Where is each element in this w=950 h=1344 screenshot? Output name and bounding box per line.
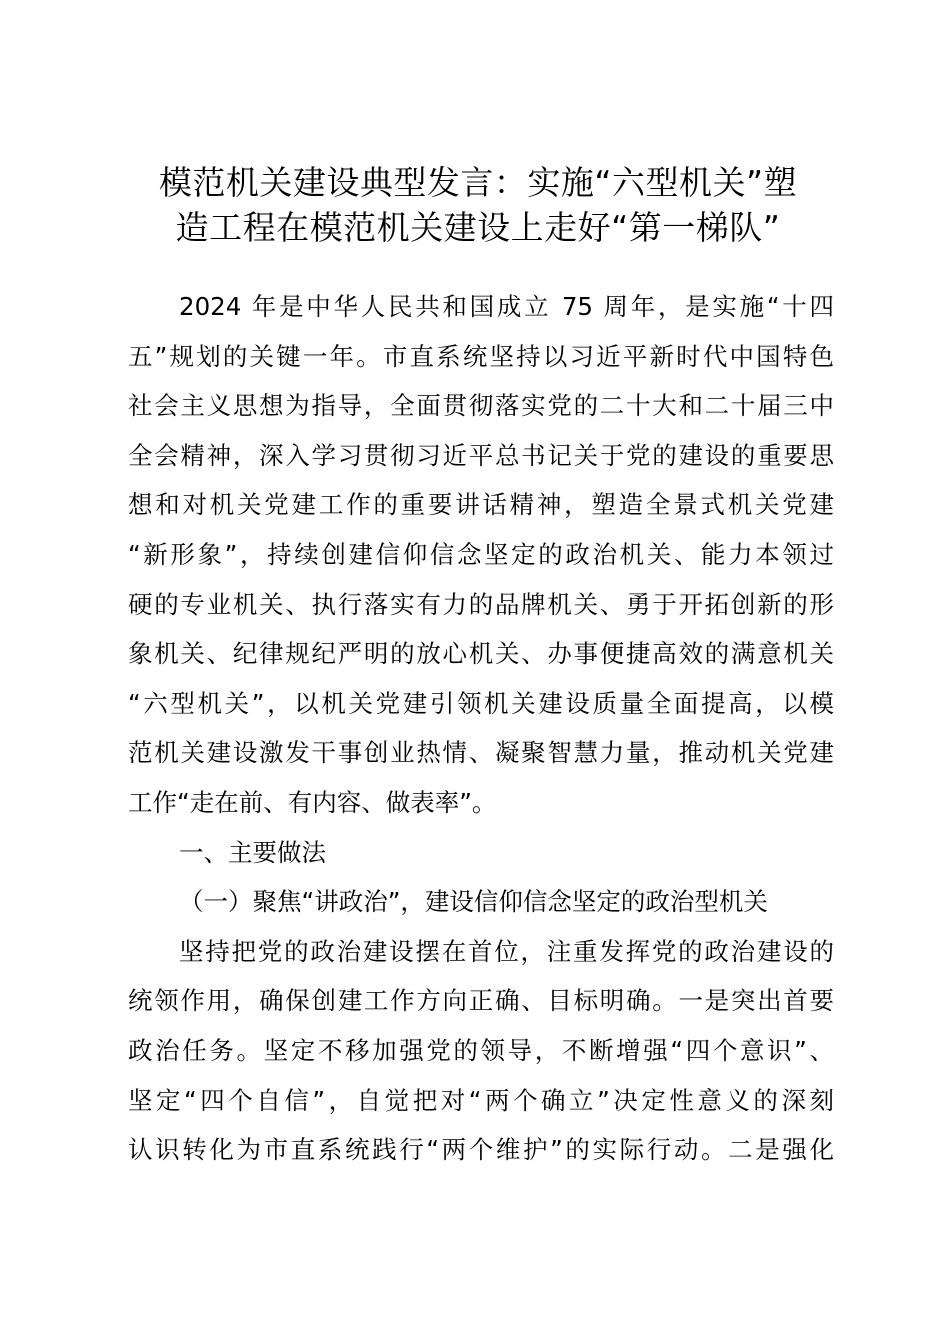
body-line-3: 社会主义思想为指导，全面贯彻落实党的二十大和二十届三中 xyxy=(128,391,834,421)
document-body xyxy=(128,282,834,1175)
body-line-16: 政治任务。坚定不移加强党的领导，不断增强“四个意识”、 xyxy=(128,1035,834,1065)
body-line-15: 统领作用，确保创建工作方向正确、目标明确。一是突出首要 xyxy=(128,986,834,1016)
body-line-9: “六型机关”，以机关党建引领机关建设质量全面提高，以模 xyxy=(128,688,834,718)
body-line-14: 坚持把党的政治建设摆在首位，注重发挥党的政治建设的 xyxy=(179,936,834,966)
section-heading-1: 一、主要做法 xyxy=(179,837,326,867)
body-line-11: 工作“走在前、有内容、做表率”。 xyxy=(128,787,497,817)
body-line-17: 坚定“四个自信”，自觉把对“两个确立”决定性意义的深刻 xyxy=(128,1085,834,1115)
body-line-8: 象机关、纪律规纪严明的放心机关、办事便捷高效的满意机关 xyxy=(128,639,834,669)
document-title xyxy=(120,160,836,250)
subsection-heading-1: （一）聚焦“讲政治”，建设信仰信念坚定的政治型机关 xyxy=(179,887,768,917)
body-line-1: 2024 年是中华人民共和国成立 75 周年，是实施“十四 xyxy=(179,292,834,321)
title-line-1: 模范机关建设典型发言：实施“六型机关”塑 xyxy=(158,163,798,202)
body-line-2: 五”规划的关键一年。市直系统坚持以习近平新时代中国特色 xyxy=(128,341,834,371)
body-line-5: 想和对机关党建工作的重要讲话精神，塑造全景式机关党建 xyxy=(128,490,834,520)
body-line-10: 范机关建设激发干事创业热情、凝聚智慧力量，推动机关党建 xyxy=(128,738,834,768)
body-line-6: “新形象”，持续创建信仰信念坚定的政治机关、能力本领过 xyxy=(128,539,834,569)
title-line-2: 造工程在模范机关建设上走好“第一梯队” xyxy=(175,208,781,247)
body-line-7: 硬的专业机关、执行落实有力的品牌机关、勇于开拓创新的形 xyxy=(128,589,834,619)
body-line-18: 认识转化为市直系统践行“两个维护”的实际行动。二是强化 xyxy=(128,1135,834,1165)
body-line-4: 全会精神，深入学习贯彻习近平总书记关于党的建设的重要思 xyxy=(128,440,834,470)
